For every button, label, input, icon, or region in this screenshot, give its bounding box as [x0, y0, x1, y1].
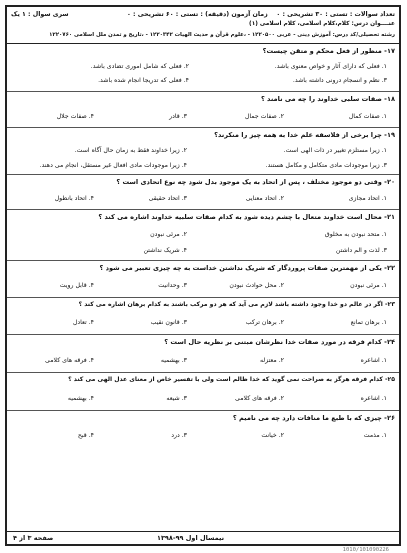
- option-1[interactable]: ۱. صفات کمال: [348, 113, 387, 120]
- option-3[interactable]: ۳. اتحاد حقیقی: [148, 195, 187, 202]
- question-19: [11, 131, 395, 139]
- question-25: [11, 376, 395, 383]
- question-text: ۲۴- کدام فرقه در مورد صفات خدا نظرشان مبتنی بر نظریه حال است ؟: [164, 338, 395, 346]
- divider: [7, 297, 399, 298]
- exam-header: [7, 7, 399, 44]
- question-text: ۲۰- وقتی دو موجود مختلف ، پس از اتحاد به یک موجود بدل شود چه نوع اتحادی است ؟: [116, 178, 395, 186]
- question-21: [11, 213, 395, 221]
- option-4[interactable]: ۴. صفات جلال: [56, 113, 94, 120]
- option-1[interactable]: ۱. مرئی نبودن: [350, 282, 387, 289]
- divider: [7, 410, 399, 411]
- divider: [7, 174, 399, 175]
- document-code: 1010/101090226: [342, 547, 389, 553]
- question-17: [11, 47, 395, 55]
- option-4[interactable]: ۴. تعادل: [72, 319, 94, 326]
- page-footer: [7, 531, 399, 544]
- option-4[interactable]: ۴. قبح: [77, 432, 94, 439]
- option-2[interactable]: ۲. مرئی نبودن: [150, 231, 187, 238]
- option-4[interactable]: ۴. اتحاد بانطول: [54, 195, 94, 202]
- time-label: زمان آزمون (دقیقه) : تستی : ۶۰ تشریحی : ۰: [127, 11, 268, 18]
- divider: [7, 334, 399, 335]
- option-1[interactable]: ۱. متحد نبودن به مخلوق: [324, 231, 387, 238]
- option-1[interactable]: ۱. اتحاد مجازی: [348, 195, 387, 202]
- option-1[interactable]: ۱. فعلی که دارای آثار و خواص معنوی باشد.: [274, 63, 387, 70]
- option-4[interactable]: ۴. بهشمیه: [67, 395, 94, 402]
- option-1[interactable]: ۱. اشاعره: [360, 357, 387, 364]
- option-3[interactable]: ۳. نظم و انسجام درونی داشته باشد.: [292, 77, 387, 84]
- option-1[interactable]: ۱. برهان تمانع: [350, 319, 387, 326]
- question-text: ۲۶- چیزی که با طبع ما منافات دارد چه می نامیم ؟: [232, 414, 395, 422]
- option-1[interactable]: ۱. مذمت: [363, 432, 387, 439]
- series-label: سری سوال : ۱ یک: [11, 11, 69, 18]
- option-3[interactable]: ۳. زیرا موجودات مادی متکامل و مکامل هستند.: [265, 162, 387, 169]
- field-code: رشته تحصیلی/کد درس: آموزش دینی - عربی ۱۲۲۰۵۰۰ - ،علوم قرآن و حدیث الهیات ۱۲۲۰۳۴۲ - ،تاریخ و تمدن ملل اسلامی ۱۲۲۰۷۶۰: [49, 32, 395, 38]
- option-3[interactable]: ۳. شیعه: [166, 395, 187, 402]
- option-2[interactable]: ۲. صفات جمال: [244, 113, 284, 120]
- divider: [7, 91, 399, 92]
- question-text: ۲۳- اگر در عالم دو خدا وجود داشته باشد لازم می آید که هر دو مرکب باشند به کدام برهان اشاره می کند ؟: [78, 301, 395, 308]
- term-label: نیمسال اول ۹۹-۱۳۹۸: [157, 534, 225, 542]
- question-22: [11, 264, 395, 272]
- question-text: ۲۵- کدام فرقه هرگز به صراحت نمی گوید که خدا ظالم است ولی با تفسیر خاص از معنای عدل الهی می کند ؟: [68, 376, 395, 383]
- option-2[interactable]: ۲. اتحاد معنایی: [245, 195, 284, 202]
- option-4[interactable]: ۴. شریک نداشتن: [143, 247, 187, 254]
- option-3[interactable]: ۳. قادر: [169, 113, 187, 120]
- question-text: ۱۸- صفات سلبی خداوند را چه می نامند ؟: [260, 95, 395, 103]
- option-3[interactable]: ۳. بهشمیه: [160, 357, 187, 364]
- option-1[interactable]: ۱. زیرا مستلزم تغییر در ذات الهی است.: [283, 147, 387, 154]
- question-text: ۱۷- منظور از فعل محکم و متقن چیست؟: [262, 47, 395, 55]
- option-2[interactable]: ۲. فعلی که شامل اموری تضادی باشد.: [90, 63, 189, 70]
- question-18: [11, 95, 395, 103]
- option-3[interactable]: ۳. وحدانیت: [158, 282, 187, 289]
- question-23: [11, 301, 395, 308]
- page-number: صفحه ۳ از ۴: [13, 534, 54, 542]
- option-4[interactable]: ۴. قابل رویت: [59, 282, 94, 289]
- option-2[interactable]: ۲. محل حوادث نبودن: [229, 282, 284, 289]
- question-count-label: تعداد سوالات : تستی : ۳۰ تشریحی : ۰: [276, 11, 395, 18]
- option-3[interactable]: ۳. لذت و الم داشتن: [335, 247, 387, 254]
- option-1[interactable]: ۱. اشاعره: [360, 395, 387, 402]
- divider: [7, 372, 399, 373]
- option-2[interactable]: ۲. فرقه های کلامی: [235, 395, 284, 402]
- option-2[interactable]: ۲. معتزله: [259, 357, 284, 364]
- option-2[interactable]: ۲. برهان ترکب: [245, 319, 284, 326]
- option-3[interactable]: ۳. قانون نقیب: [150, 319, 187, 326]
- option-2[interactable]: ۲. زیرا خداوند فقط به زمان حال آگاه است.: [74, 147, 187, 154]
- option-2[interactable]: ۲. خیانت: [261, 432, 284, 439]
- exam-page: [5, 5, 401, 546]
- course-title: عنــــوان درس: کلام،کلام اسلامی، کلام اسلامی (۱): [249, 21, 395, 27]
- option-4[interactable]: ۴. زیرا موجودات مادی افعال غیر مستقل، انجام می دهند.: [39, 162, 187, 169]
- question-text: ۱۹- چرا برخی از فلاسفه علم خدا به همه چیز را منکرند؟: [214, 131, 395, 139]
- question-20: [11, 178, 395, 186]
- option-4[interactable]: ۴. فعلی که تدریجا انجام شده باشد.: [98, 77, 189, 84]
- question-text: ۲۱- محال است خداوند متعال با چشم دیده شود به کدام صفات سلبیه خداوند اشاره می کند ؟: [98, 213, 395, 221]
- divider: [7, 127, 399, 128]
- question-text: ۲۲- یکی از مهمترین صفات پروردگار که شریک نداشتن خداست به چه چیزی تعبیر می شود ؟: [99, 264, 395, 272]
- divider: [7, 260, 399, 261]
- option-4[interactable]: ۴. فرقه های کلامی: [45, 357, 94, 364]
- question-26: [11, 414, 395, 422]
- divider: [7, 209, 399, 210]
- option-3[interactable]: ۳. درد: [171, 432, 187, 439]
- question-24: [11, 338, 395, 346]
